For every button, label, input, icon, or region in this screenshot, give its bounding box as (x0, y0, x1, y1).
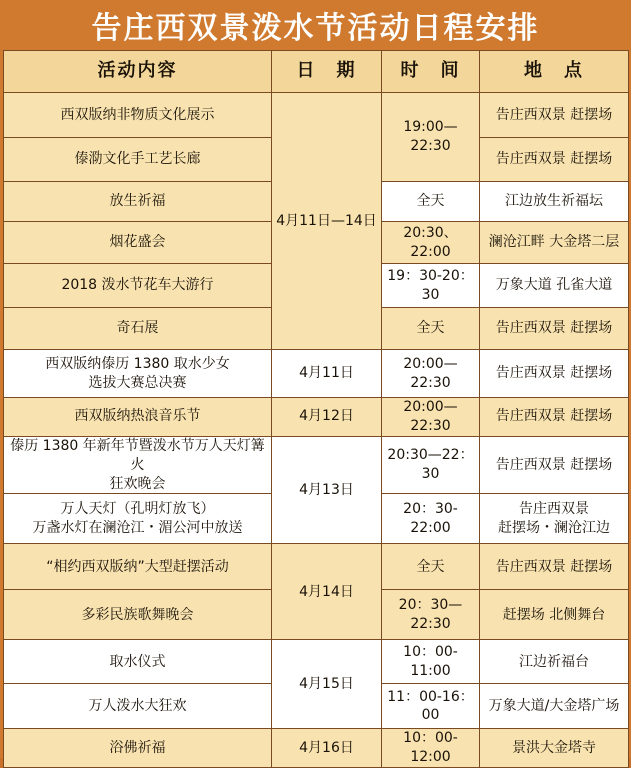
time-cell: 10：00-11:00 (382, 640, 480, 684)
schedule-table (3, 50, 629, 768)
activity-cell: “相约西双版纳”大型赶摆活动 (4, 544, 272, 590)
place-cell: 告庄西双景 赶摆场 (480, 93, 629, 138)
date-cell: 4月13日 (272, 436, 382, 544)
activity-cell: 多彩民族歌舞晚会 (4, 590, 272, 640)
time-cell: 20：30-22:00 (382, 494, 480, 544)
time-cell: 11：00-16：00 (382, 684, 480, 729)
place-cell: 告庄西双景 赶摆场 (480, 138, 629, 182)
activity-cell: 西双版纳非物质文化展示 (4, 93, 272, 138)
place-cell: 告庄西双景 赶摆场・澜沧江边 (480, 494, 629, 544)
date-cell: 4月11日 (272, 350, 382, 398)
activity-cell: 西双版纳热浪音乐节 (4, 398, 272, 437)
activity-cell: 傣历 1380 年新年节暨泼水节万人天灯篝火 狂欢晚会 (4, 436, 272, 494)
place-cell: 万象大道 孔雀大道 (480, 264, 629, 308)
header-time: 时 间 (382, 51, 480, 93)
activity-cell: 浴佛祈福 (4, 729, 272, 768)
activity-cell: 奇石展 (4, 308, 272, 350)
activity-cell: 放生祈福 (4, 182, 272, 222)
place-cell: 告庄西双景 赶摆场 (480, 308, 629, 350)
place-cell: 告庄西双景 赶摆场 (480, 544, 629, 590)
time-cell: 10：00-12:00 (382, 729, 480, 768)
time-cell: 19:00—22:30 (382, 93, 480, 182)
activity-cell: 西双版纳傣历 1380 取水少女 选拔大赛总决赛 (4, 350, 272, 398)
time-cell: 19：30-20：30 (382, 264, 480, 308)
time-cell: 20:00—22:30 (382, 350, 480, 398)
place-cell: 告庄西双景 赶摆场 (480, 350, 629, 398)
date-cell: 4月11日—14日 (272, 93, 382, 350)
time-cell: 20:30—22：30 (382, 436, 480, 494)
activity-cell: 万人天灯（孔明灯放飞） 万盏水灯在澜沧江・湄公河中放送 (4, 494, 272, 544)
time-cell: 全天 (382, 544, 480, 590)
date-cell: 4月15日 (272, 640, 382, 729)
date-cell: 4月14日 (272, 544, 382, 640)
activity-cell: 万人泼水大狂欢 (4, 684, 272, 729)
table-row (4, 729, 629, 768)
table-row (4, 350, 629, 398)
activity-cell: 烟花盛会 (4, 222, 272, 264)
time-cell: 20:30、22:00 (382, 222, 480, 264)
date-cell: 4月16日 (272, 729, 382, 768)
header-row (4, 51, 629, 93)
activity-cell: 2018 泼水节花车大游行 (4, 264, 272, 308)
table-row (4, 544, 629, 590)
activity-cell: 取水仪式 (4, 640, 272, 684)
place-cell: 告庄西双景 赶摆场 (480, 436, 629, 494)
time-cell: 全天 (382, 182, 480, 222)
header-activity: 活动内容 (4, 51, 272, 93)
place-cell: 澜沧江畔 大金塔二层 (480, 222, 629, 264)
table-row (4, 93, 629, 138)
time-cell: 20：30—22:30 (382, 590, 480, 640)
time-cell: 20:00—22:30 (382, 398, 480, 437)
time-cell: 全天 (382, 308, 480, 350)
place-cell: 万象大道/大金塔广场 (480, 684, 629, 729)
table-row (4, 436, 629, 494)
header-date: 日 期 (272, 51, 382, 93)
place-cell: 赶摆场 北侧舞台 (480, 590, 629, 640)
place-cell: 告庄西双景 赶摆场 (480, 398, 629, 437)
header-place: 地 点 (480, 51, 629, 93)
table-row (4, 398, 629, 437)
date-cell: 4月12日 (272, 398, 382, 437)
place-cell: 景洪大金塔寺 (480, 729, 629, 768)
place-cell: 江边祈福台 (480, 640, 629, 684)
poster-title: 告庄西双景泼水节活动日程安排 (91, 11, 540, 46)
activity-cell: 傣泐文化手工艺长廊 (4, 138, 272, 182)
table-row (4, 640, 629, 684)
place-cell: 江边放生祈福坛 (480, 182, 629, 222)
